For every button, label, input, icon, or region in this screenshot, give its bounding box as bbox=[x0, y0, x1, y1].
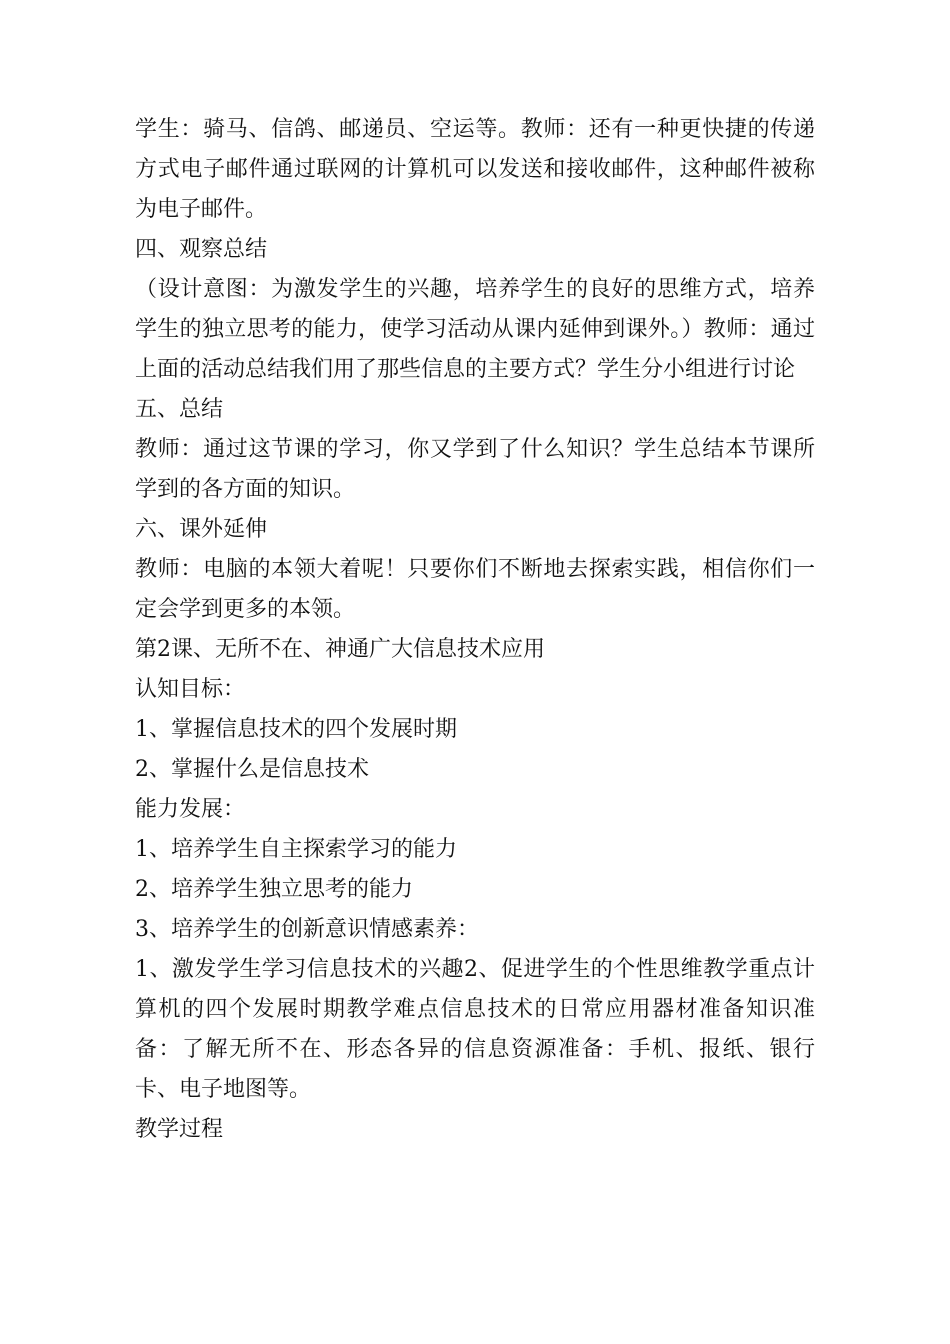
heading-extension: 六、课外延伸 bbox=[135, 517, 268, 542]
heading-observe-summary: 四、观察总结 bbox=[135, 237, 268, 262]
list-item: 3、培养学生的创新意识情感素养： bbox=[135, 917, 479, 942]
paragraph-student-answer: 学生：骑马、信鸽、邮递员、空运等。教师：还有一种更快捷的传递方式电子邮件通过联网的计算机可以发送和接收邮件，这种邮件被称为电子邮件。 bbox=[135, 117, 815, 222]
heading-cognitive-goals: 认知目标： bbox=[135, 677, 246, 702]
paragraph-design-intent: （设计意图：为激发学生的兴趣，培养学生的良好的思维方式，培养学生的独立思考的能力，使学习活动从课内延伸到课外。）教师：通过上面的活动总结我们用了那些信息的主要方式？学生分小组进行讨论 bbox=[135, 277, 815, 382]
list-item: 2、培养学生独立思考的能力 bbox=[135, 877, 413, 902]
heading-teaching-process: 教学过程 bbox=[135, 1117, 224, 1142]
paragraph-teacher-extension: 教师：电脑的本领大着呢！只要你们不断地去探索实践，相信你们一定会学到更多的本领。 bbox=[135, 557, 815, 622]
heading-ability-development: 能力发展： bbox=[135, 797, 246, 822]
paragraph-emotion-goals: 1、激发学生学习信息技术的兴趣2、促进学生的个性思维教学重点计算机的四个发展时期教学难点信息技术的日常应用器材准备知识准备：了解无所不在、形态各异的信息资源准备：手机、报纸、银行卡、电子地图等。 bbox=[135, 957, 815, 1102]
list-item: 2、掌握什么是信息技术 bbox=[135, 757, 369, 782]
lesson-title: 第2课、无所不在、神通广大信息技术应用 bbox=[135, 637, 545, 662]
heading-summary: 五、总结 bbox=[135, 397, 224, 422]
list-item: 1、培养学生自主探索学习的能力 bbox=[135, 837, 457, 862]
list-item: 1、掌握信息技术的四个发展时期 bbox=[135, 717, 457, 742]
paragraph-teacher-summary: 教师：通过这节课的学习，你又学到了什么知识？学生总结本节课所学到的各方面的知识。 bbox=[135, 437, 815, 502]
document-page bbox=[135, 110, 815, 1150]
